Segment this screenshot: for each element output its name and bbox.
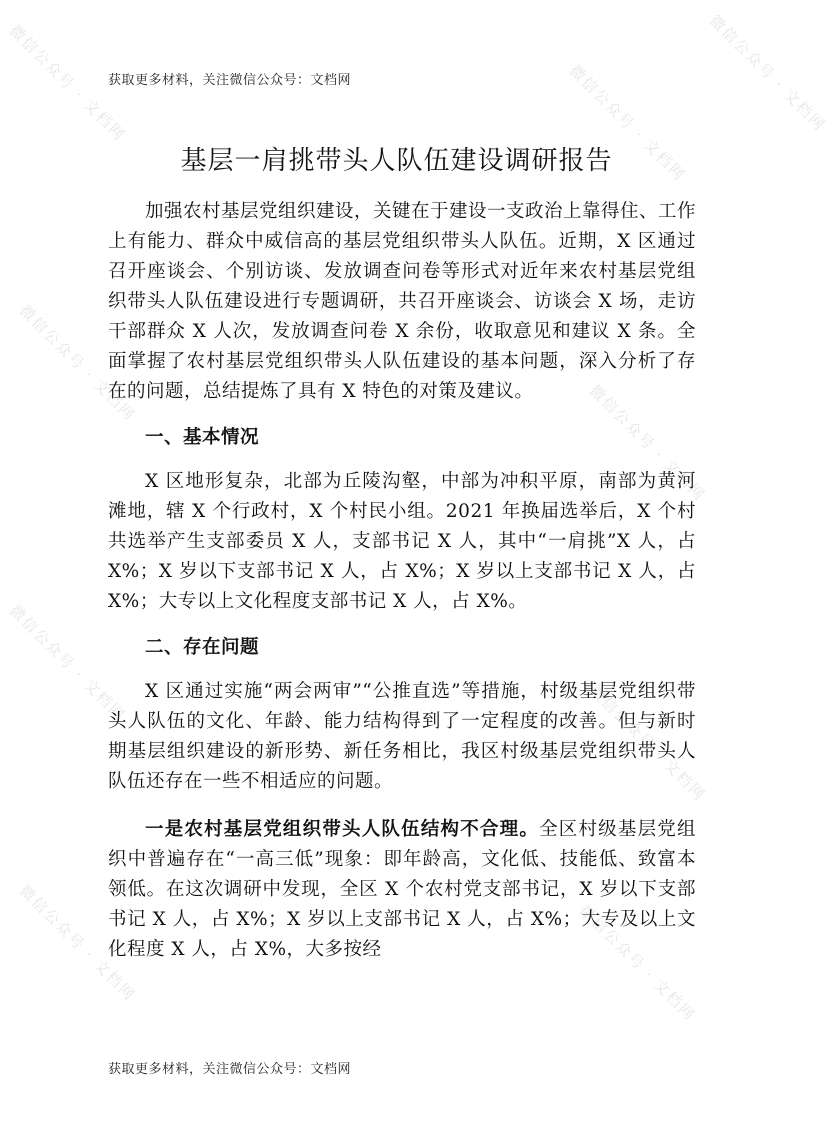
document-title: 基层一肩挑带头人队伍建设调研报告 [180, 146, 613, 176]
watermark: 微信公众号 · 文档网 [585, 681, 710, 805]
watermark: 微信公众号 · 文档网 [575, 901, 700, 1025]
problem-point-1-lead: 一是农村基层党组织带头人队伍结构不合理。 [145, 819, 540, 840]
watermark: 微信公众号 · 文档网 [5, 21, 130, 145]
basic-situation-paragraph: X 区地形复杂，北部为丘陵沟壑，中部为冲积平原，南部为黄河滩地，辖 X 个行政村，X 个村民小组。2021 年换届选举后，X 个村共选举产生支部委员 X 人，支部书记 X 人，其中“一肩挑”X 人，占 X%；X 岁以下支部书记 X 人，占 X%；X 岁以上支部书记 X 人，占 X%；大专以上文化程度支部书记 X 人，占 X%。 [108, 471, 696, 612]
footer-note: 获取更多材料，关注微信公众号：文档网 [108, 1062, 352, 1077]
watermark: 微信公众号 · 文档网 [565, 61, 690, 185]
watermark: 微信公众号 · 文档网 [585, 381, 710, 505]
header-note: 获取更多材料，关注微信公众号：文档网 [108, 73, 352, 88]
problems-paragraph: X 区通过实施“两会两审”“公推直选”等措施，村级基层党组织带头人队伍的文化、年龄、能力结构得到了一定程度的改善。但与新时期基层组织建设的新形势、新任务相比，我区村级基层党组织带头人队伍还存在一些不相适应的问题。 [108, 681, 696, 792]
watermark: 微信公众号 · 文档网 [15, 881, 140, 1005]
watermark: 微信公众号 · 文档网 [5, 601, 130, 725]
document-body [108, 197, 696, 965]
watermark: 微信公众号 · 文档网 [705, 11, 830, 135]
watermark: 微信公众号 · 文档网 [15, 301, 140, 425]
problem-point-1 [108, 815, 696, 965]
intro-paragraph: 加强农村基层党组织建设，关键在于建设一支政治上靠得住、工作上有能力、群众中威信高的基层党组织带头人队伍。近期，X 区通过召开座谈会、个别访谈、发放调查问卷等形式对近年来农村基层党组织带头人队伍建设进行专题调研，共召开座谈会、访谈会 X 场，走访干部群众 X 人次，发放调查问卷 X 余份，收取意见和建议 X 条。全面掌握了农村基层党组织带头人队伍建设的基本问题，深入分析了存在的问题，总结提炼了具有 X 特色的对策及建议。 [108, 201, 697, 402]
problem-point-1-body: 全区村级基层党组织中普遍存在“一高三低”现象：即年龄高，文化低、技能低、致富本领低。在这次调研中发现，全区 X 个农村党支部书记，X 岁以下支部书记 X 人，占 X%；X 岁以上支部书记 X 人，占 X%；大专及以上文化程度 X 人，占 X%，大多按经 [108, 819, 696, 960]
section-heading-basic: 一、基本情况 [145, 427, 260, 448]
section-heading-problems: 二、存在问题 [145, 637, 260, 658]
